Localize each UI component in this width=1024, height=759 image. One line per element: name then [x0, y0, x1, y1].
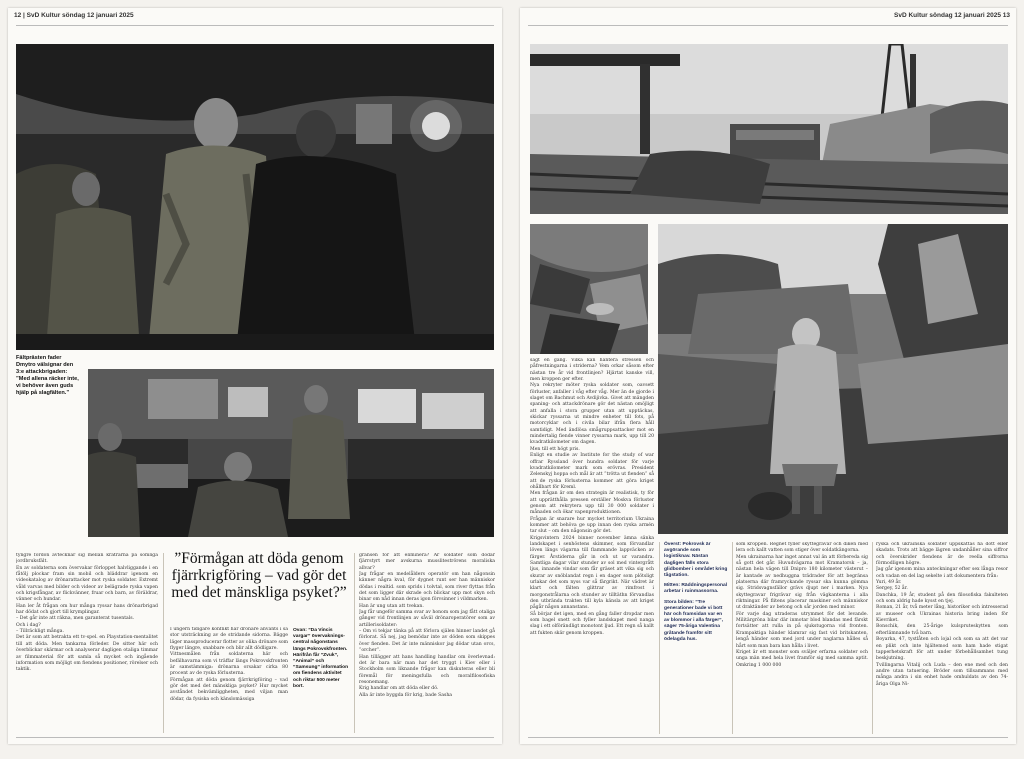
left-page [8, 8, 502, 744]
header-rule [16, 25, 494, 26]
column-divider [732, 542, 733, 734]
caption-top-photo: Överst: Pokrovsk är avgörande som logistiknav. Nästan dagligen fälls stora glidbomber i området kring tågstation. [664, 542, 728, 579]
photo-surveillance-center [88, 369, 494, 537]
photo-rubble-closeup [530, 224, 648, 354]
footer-rule [16, 737, 494, 738]
column-divider [163, 553, 164, 733]
pull-quote: ”Förmågan att döda genom fjärrkrigföring – vad gör det med det mänskliga psyket?” [171, 550, 347, 601]
caption-middle-photo: Mitten: Räddningspersonal arbetar i ruinmassorna. [664, 583, 728, 595]
article-column-2: I ungern tidigare konflikt har drönare använts i så stor utsträckning av de stridande sidorna. Bägge läger massproducerar flotter av olika drönare som flyger längre, snabbare och blir allt dödligare. Vittnesmålen från soldaterna här och befälhavarna som vi träffar längs Pokrovskfronten är samstämmiga: drönarna orsakar cirka 80 procent av de ryska förlusterna. Förmågan att döda genom fjärrkrigföring – vad gör det med det mänskliga psyket? Hur mycket avståndet bekvämliggheten, med viljan man dödar, da fysiska och känslomässiga [170, 627, 288, 702]
right-page [520, 8, 1016, 744]
photo-destroyed-rail-station [530, 44, 1008, 214]
column-divider [354, 553, 355, 733]
footer-rule [528, 737, 1008, 738]
article-column-1: tyngre fordon avtecknar sig mellan kratrarna på somliga jordbruksfält. En av soldaterna som övervakar förloppet halvliggande i en fåtölj plockar fram sin mobil och bläddrar igenom en videokatalog av drönarattacker mot ryska soldater. Extremt våld varvas med bilder och videor av belägrade ryska vapen och krigsfångar, av flickvänner, fruar och barn, av föräldrar, vänner och hundar. Han ler åt frågan om hur många ryssar hans drönarbrigad har dödat och gjort till krymplingar. – Det går inte att räkna, men garanterat tusentals. Och i dag? – Tillräckligt många. Det är som att betrakta ett tv-spel. en Playstation-mentalitet till att döda. Men tankarna förleder. De sitter här och överblickar skärmar och analyserar dagligen otaliga timmar av filmmaterial för att samla så mycket och ingående information som möjligt om fiendens positioner, rörelser och taktik. [16, 553, 158, 673]
photo-priest-blessing [16, 44, 494, 350]
photo-captions-sidebar [664, 542, 728, 647]
left-folio: 12 | SvD Kultur söndag 12 januari 2025 [14, 12, 134, 19]
column-divider [872, 542, 873, 734]
photo-valentina-ruins [658, 224, 1008, 534]
article-column-3: ryska och ukrainska soldater uppskattas ha dött eller skadats. Trots att bägge lägren undanhåller sina siffror och överskrider fiendens är de reella siffrorna förmodligen högre. Jag går igenom mina anteckningar efter sex långa resor och vadan en del lag sekelte i att dokumentera från: Yuri, 49 år. Sergey, 52 år. Danchka, 19 år, student på den filosofiska fakulteten och som aldrig hade kysst en tjej. Roman, 21 år, två meter lång, historiker och intresserad av museer och Ukrainas historia bring inden för Kievriket. Bonschik, den 25-årige kulspruteskytten som efterlämnande två barn. Boyarka, 47, tystlåten och lojal och som sa att det var en plikt och inte hjältemod som ham hade stigat tapperhetskraft för att under förbehållsamhet tung beskjutning. Tvillingarna Vitalij och Luda – den ene med och den andre utan tatuering. Bröder som tillsammans med många andra i sin enhet hade omhuldats av den 74-åriga Olga Ni- [876, 542, 1008, 687]
caption-large-photo: Stora bilden: ”Tre generationer bade vi bott här och framsidan var en av blommor i alla färger”, säger 75-åriga Valentina gråtande framför sitt ödelagda hus. [664, 599, 723, 642]
article-column-2: som kroppen. Regnet fyller skyttegravar och diken med lera och kallt vatten som stiger över soldatkängorna. Men ukrainarna har inget annat val än att förbereda sig så gott det går. Huvudvägarna mot Kramatorsk – ja, nästan hela vägen till Dnipro 180 kilometer västerut – är kantade av nedhuggna trädrader för att begränsa platserna där framryckande ryssar ska kunna gömma sig. Stridsvagnsfällor grävs djupt ner i marken. Nya skyttegravar frigrävar sig från vägkanterna i alla riktningar. På flitens placerar maskiner och människor ut draktänder av betong och sår jorden med minor. För varje dag utraderas utrymmet för det levande. Militärgröna bilar där inmotar blod blandas med färskt fortsätter att rulla in på sjukstugorna vid fronten. Krampaktiga händer klamrar sig fast vid britskanten, lengå händer som med jord under naglarna hålles så hårt som man bara kan hålla i livet. Kriget är ett monster som sväljer erfarna soldater och unga män med hela livet framför sig med samma aptit. Omkring 1 000 000 [736, 542, 868, 668]
caption-surveillance: Ovan: ”Da Vincis vargar” övervaknings-central någonstans längs Pokrovskfronten. Härifrån får ”Zvuk”, ”Animal” och ”Samsung” information om fiendens aktivitet och riktar 500 meter bort. [293, 628, 349, 689]
article-column-1: sagt en gång. Vilka kan hantera stressen och påfrestningarna i striderna? Vem orkar såsom efter nästan tre år vid frontlinjen? Hjärtat kanske vill, men kroppen ger efter. Nya rekryter möter ryska soldater som, oavsett förluster, anfaller i våg efter våg. Mer än de gjorde i slaget om Bachmut och Avdijivka. Givet att mängden spaning- och attackdrönare gör det nästan omöjligt att anfalla i stora grupper utan att upptäckas, skickar ryssarna ut mindre enheter till fots, på motorcyklar och i civila bilar ifrån flera håll samtidigt. Med ändlösa smågruppsattacker mot en mindertalig fiende vinner ryssarna mark, upp till 20 kvadratkilometer om dagen. Men till ett högt pris. Enligt en studie av Institute for the study of war offrar Ryssland över hundra soldater för varje kvadratkilometer mark som erövras. President Zelenskyj hoppa och mål är att ”tröttа ut fienden” så att de ryska förlusterna kommer att göra kriget ohållbart för Kreml. Men frågan är om den strategin är realistisk, ty för att upprätthålla pressen erställer Moskva förluster genom att rekrytera upp till 30 000 soldater i månaden och ökar vapenproduktionen. Frågan är snarare hur mycket territorium Ukraina kommer att behöva ge upp innan den ryska armén tar slut – om den någonsin gör det. Krigsvintern 2024 binner november ämna sänka landskapet i senhöstens skimmer, som förvandlar löven längs vägarna till flammande lappväcken av färger. Årstiderna går in och ut ur varandra. Samtliga dagar vilar stunder av sol med vintergrått ljus, innande vindar som får gräset att vika sig och skurar av snöblandat regn i en dager som plötsligt urlakar det som nyss var så färgrikt. När vädret är klart och fälten glittrar av rimfrost i morgonstrålarna och stunder av tilltäthn förvandlas den utbrända trakten till kyla känsla av att kriget pågår någon annanstans. Så börjar det igen, med en gång faller dropdar men som bagel snett och fyller landskapet med nanga slag i ett olförändligt monotont ljud. Ett regn så kallt att fukten skär genom kroppen. [530, 358, 654, 636]
caption-priest: Fältprästen fader Dmytro välsignar den 3:e attackbrigaden: ”Med allena räcker inte, vi behöver även guds hjälp på slagfälten.” [16, 355, 79, 396]
right-folio: SvD Kultur söndag 12 januari 2025 13 [894, 12, 1010, 19]
header-rule [528, 25, 1008, 26]
column-divider [659, 542, 660, 734]
article-column-3: gränsen för att eliminera? Är soldater som dödar fjärrstyrt mer avskurna mussliteströrens moraliska allvar? Jag frågar en medelålders operatör om han någonsin känner några kval, för dygnet runt ser han människor dödas i realtid. som sprids i tolvtal, som river flyttas från det som ligger där skrade och blickar upp mot skyn och binar om nåd innan deras igon förvsinner i vildmarken. Han är ung utan att tvekan. Jag får ungeför samma svar av honom som jag fått otaliga gånger vid frontlinjen av såväl drönaroperatörer som av artillerisoldater: – Om vi tekjar tänka på att förlora själen hinner landet gå förlorat. Så nej, jag bemödar inte av döden som skippes över fienden. Det är inte människor jag dödar utan orcs, ”orcher”. Han tillägger att hans handling handlar om överlevnad: det är bara när man har det tryggt i Kiev eller i Stockholm som liknande frågor kan diskuteras eller bli föremål för meningsfulla och moralfilosofiska resonemang. Krig handlar om att döda eller dö. Alla är inte byggda för krig, bade Sasha [359, 553, 495, 698]
